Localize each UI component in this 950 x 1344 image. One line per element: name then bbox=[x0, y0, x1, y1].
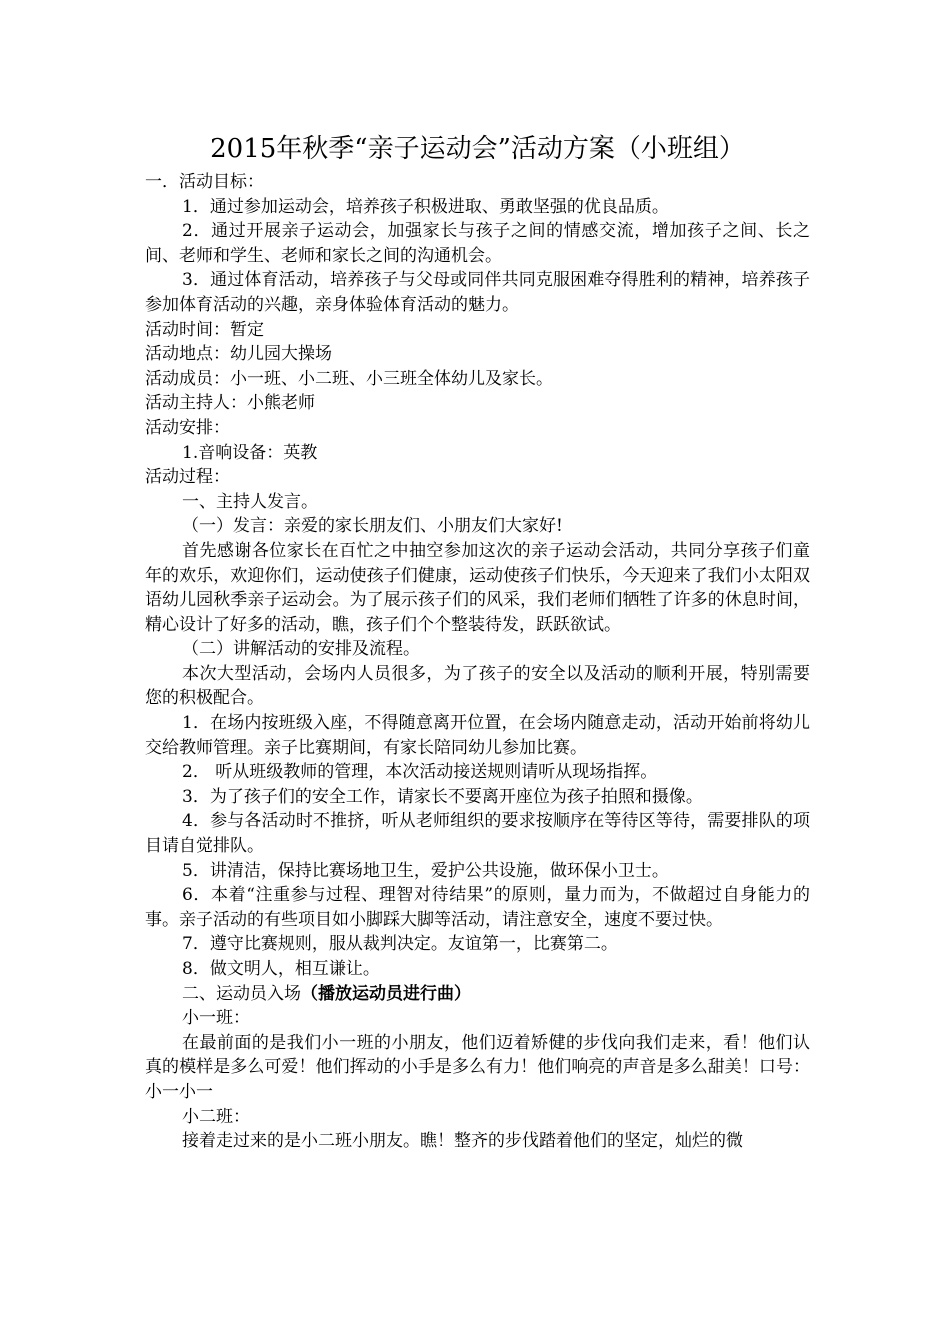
paragraph: 7．遵守比赛规则，服从裁判决定。友谊第一，比赛第二。 bbox=[182, 934, 618, 955]
paragraph: 2． 听从班级教师的管理，本次活动接送规则请听从现场指挥。 bbox=[182, 762, 658, 783]
paragraph: 活动主持人：小熊老师 bbox=[145, 393, 315, 414]
paragraph: 8．做文明人，相互谦让。 bbox=[182, 959, 380, 979]
section-heading-bold-note: （播放运动员进行曲） bbox=[301, 983, 471, 1004]
paragraph: 一．活动目标： bbox=[145, 172, 264, 192]
paragraph: 一、主持人发言。 bbox=[182, 491, 318, 512]
paragraph: 首先感谢各位家长在百忙之中抽空参加这次的亲子运动会活动，共同分享孩子们童年的欢乐，欢迎你们，运动使孩子们健康，运动使孩子们快乐，今天迎来了我们小太阳双语幼儿园秋季亲子运动会。为了展示孩子们的风采，我们老师们牺牲了许多的休息时间，精心设计了好多的活动，瞧，孩子们个个整装待发，跃跃欲试。 bbox=[145, 540, 810, 635]
document-page bbox=[145, 130, 810, 1154]
paragraph: 3．通过体育活动，培养孩子与父母或同伴共同克服困难夺得胜利的精神，培养孩子参加体育活动的兴趣，亲身体验体育活动的魅力。 bbox=[145, 270, 810, 315]
paragraph: 活动安排： bbox=[145, 417, 230, 438]
paragraph: 4．参与各活动时不推挤，听从老师组织的要求按顺序在等待区等待，需要排队的项目请自觉排队。 bbox=[145, 811, 810, 857]
paragraph: 在最前面的是我们小一班的小朋友，他们迈着矫健的步伐向我们走来，看！他们认真的模样是多么可爱！他们挥动的小手是多么有力！他们响亮的声音是多么甜美！口号： 小一小一 bbox=[145, 1032, 810, 1102]
document-body bbox=[145, 170, 810, 982]
document-body-continued bbox=[145, 1006, 810, 1154]
paragraph: 5．讲清洁，保持比赛场地卫生，爱护公共设施，做环保小卫士。 bbox=[182, 860, 669, 881]
paragraph: 3．为了孩子们的安全工作，请家长不要离开座位为孩子拍照和摄像。 bbox=[182, 786, 703, 807]
paragraph: 1．在场内按班级入座，不得随意离开位置，在会场内随意走动，活动开始前将幼儿交给教师管理。亲子比赛期间，有家长陪同幼儿参加比赛。 bbox=[145, 713, 810, 758]
document-title: 2015年秋季“亲子运动会”活动方案（小班组） bbox=[210, 134, 745, 164]
section-heading-athletes-entry bbox=[145, 982, 810, 1007]
paragraph: 小二班： bbox=[182, 1106, 250, 1127]
paragraph: 活动成员：小一班、小二班、小三班全体幼儿及家长。 bbox=[145, 368, 553, 389]
paragraph: 活动时间：暂定 bbox=[145, 319, 264, 340]
paragraph: 2．通过开展亲子运动会，加强家长与孩子之间的情感交流，增加孩子之间、长之间、老师和学生、老师和家长之间的沟通机会。 bbox=[145, 221, 810, 266]
paragraph: 接着走过来的是小二班小朋友。瞧！整齐的步伐踏着他们的坚定，灿烂的微 bbox=[182, 1131, 743, 1152]
paragraph: 1．通过参加运动会，培养孩子积极进取、勇敢坚强的优良品质。 bbox=[182, 196, 669, 217]
paragraph: 小一班： bbox=[182, 1008, 250, 1029]
paragraph: 活动地点：幼儿园大操场 bbox=[145, 344, 332, 365]
paragraph: （一）发言：亲爱的家长朋友们、小朋友们大家好! bbox=[182, 516, 563, 537]
paragraph: 6．本着“注重参与过程、理智对待结果”的原则，量力而为，不做超过自身能力的事。亲子活动的有些项目如小脚踩大脚等活动，请注意安全，速度不要过快。 bbox=[145, 885, 810, 930]
paragraph: 1.音响设备：英教 bbox=[182, 442, 318, 463]
paragraph: 活动过程： bbox=[145, 467, 230, 488]
paragraph: 本次大型活动，会场内人员很多，为了孩子的安全以及活动的顺利开展，特别需要您的积极配合。 bbox=[145, 663, 810, 709]
paragraph: （二）讲解活动的安排及流程。 bbox=[182, 639, 420, 660]
section-heading-text: 二、运动员入场 bbox=[182, 983, 301, 1004]
